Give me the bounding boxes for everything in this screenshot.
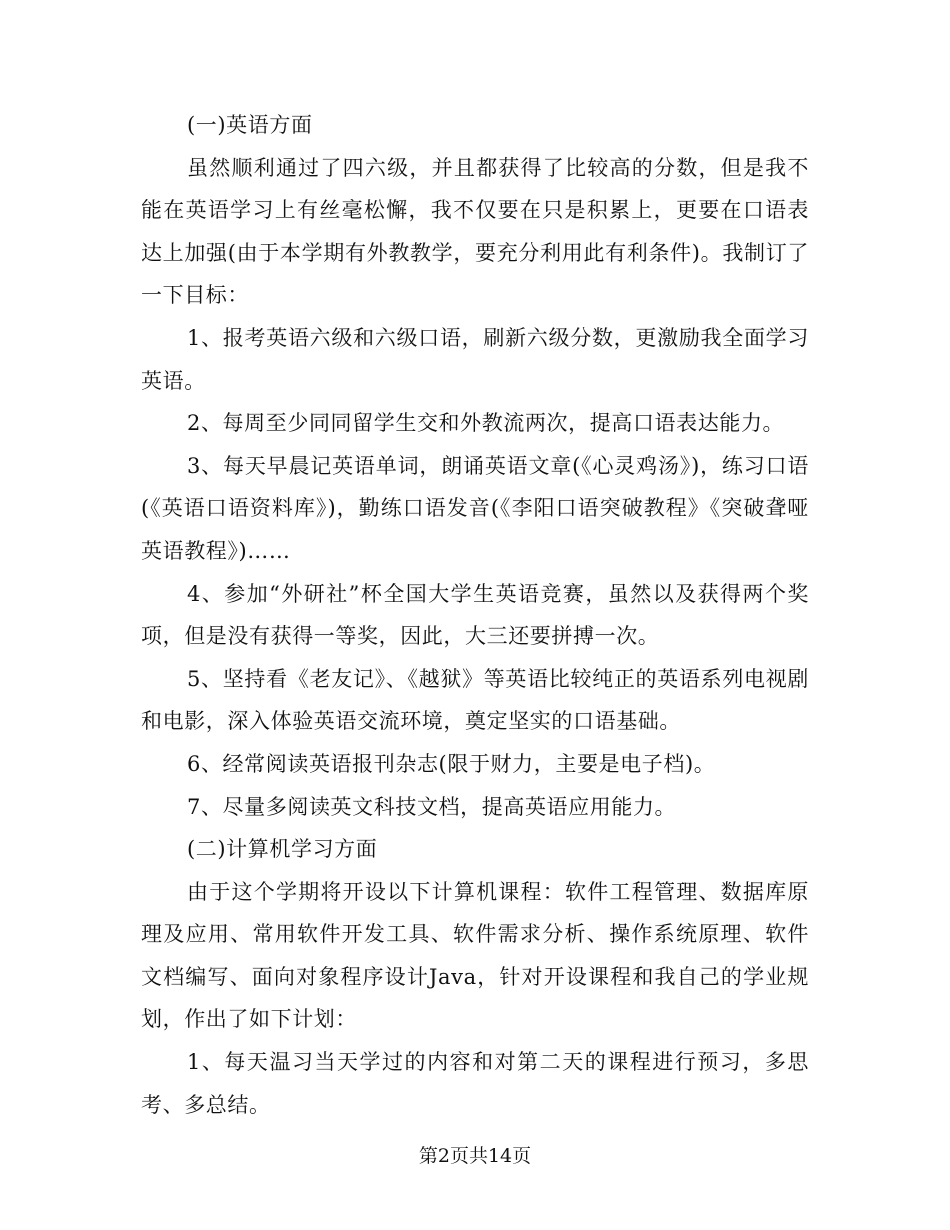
page-number-footer: 第2页共14页 (418, 1145, 532, 1167)
list-item-1: 1、报考英语六级和六级口语，刷新六级分数，更激励我全面学习英语。 (141, 325, 809, 393)
list-item-2: 2、每周至少同同留学生交和外教流两次，提高口语表达能力。 (187, 411, 785, 436)
list-item-5: 5、坚持看《老友记》、《越狱》等英语比较纯正的英语系列电视剧和电影，深入体验英语交流环境，奠定坚实的口语基础。 (141, 666, 809, 734)
list-item-4: 4、参加“外研社”杯全国大学生英语竞赛，虽然以及获得两个奖项，但是没有获得一等奖，因此，大三还要拼搏一次。 (141, 581, 809, 649)
list-item-3: 3、每天早晨记英语单词，朗诵英语文章(《心灵鸡汤》)，练习口语(《英语口语资料库》)，勤练口语发音(《李阳口语突破教程》《突破聋哑英语教程》)…… (141, 453, 809, 563)
document-body (141, 104, 809, 1126)
list-item-7: 7、尽量多阅读英文科技文档，提高英语应用能力。 (187, 794, 677, 819)
section-heading-computer: (二)计算机学习方面 (187, 837, 378, 862)
plan-item-1: 1、每天温习当天学过的内容和对第二天的课程进行预习，多思考、多总结。 (141, 1050, 809, 1117)
list-item-6: 6、经常阅读英语报刊杂志(限于财力，主要是电子档)。 (187, 751, 716, 776)
paragraph-intro: 虽然顺利通过了四六级，并且都获得了比较高的分数，但是我不能在英语学习上有丝毫松懈，我不仅要在只是积累上，更要在口语表达上加强(由于本学期有外教教学，要充分利用此有利条件)。我制订了一下目标： (141, 155, 809, 308)
paragraph-courses: 由于这个学期将开设以下计算机课程：软件工程管理、数据库原理及应用、常用软件开发工具、软件需求分析、操作系统原理、软件文档编写、面向对象程序设计Java，针对开设课程和我自己的学业规划，作出了如下计划： (141, 879, 809, 1032)
section-heading-english: (一)英语方面 (187, 113, 313, 137)
